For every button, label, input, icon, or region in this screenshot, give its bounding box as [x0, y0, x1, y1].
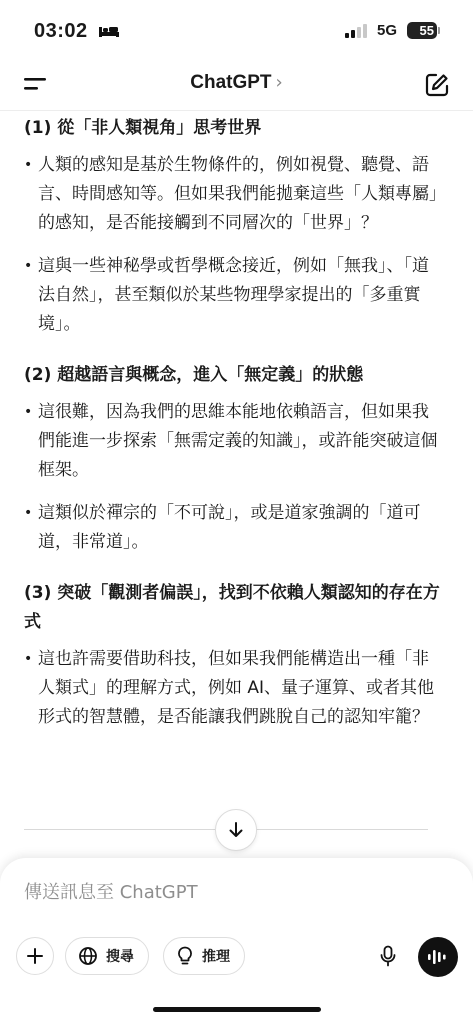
- answer-section: [24, 579, 444, 732]
- add-button[interactable]: [16, 937, 54, 975]
- section-heading: (3) 突破「觀測者偏誤」，找到不依賴人類認知的存在方式: [24, 583, 440, 632]
- globe-icon: [78, 946, 98, 966]
- network-type: 5G: [377, 22, 398, 39]
- section-heading: (1) 從「非人類視角」思考世界: [24, 118, 262, 138]
- list-item: [24, 645, 444, 732]
- status-bar: [0, 0, 473, 60]
- page-title: ChatGPT: [190, 72, 272, 93]
- mic-icon: [379, 945, 397, 967]
- bullet-dot: •: [24, 404, 33, 420]
- list-item-text: 人類的感知是基於生物條件的，例如視覺、聽覺、語言、時間感知等。但如果我們能拋棄這些「人類專屬」的感知，是否能接觸到不同層次的「世界」？: [38, 155, 438, 233]
- list-item: [24, 398, 444, 485]
- search-button[interactable]: [65, 937, 149, 975]
- status-time: 03:02: [34, 20, 88, 42]
- sleep-focus-icon: [98, 24, 120, 38]
- bullet-dot: •: [24, 651, 33, 667]
- home-indicator: [153, 1007, 321, 1012]
- compose-icon[interactable]: [424, 72, 450, 98]
- chevron-right-icon: ›: [275, 72, 283, 93]
- model-selector[interactable]: [0, 72, 473, 94]
- search-button-label: 搜尋: [106, 949, 134, 965]
- section-heading: (2) 超越語言與概念，進入「無定義」的狀態: [24, 365, 364, 385]
- list-item-text: 這與一些神秘學或哲學概念接近，例如「無我」、「道法自然」，甚至類似於某些物理學家提出的「多重實境」。: [38, 256, 429, 334]
- arrow-down-icon: [227, 821, 245, 839]
- plus-icon: [26, 947, 44, 965]
- bullet-dot: •: [24, 258, 33, 274]
- battery-cap: [438, 27, 440, 34]
- bullet-dot: •: [24, 157, 33, 173]
- mic-button[interactable]: [369, 937, 407, 975]
- composer: [0, 858, 473, 1024]
- lightbulb-icon: [176, 946, 194, 966]
- list-item-text: 這很難，因為我們的思維本能地依賴語言，但如果我們能進一步探索「無需定義的知識」，或許能突破這個框架。: [38, 402, 438, 480]
- voice-mode-button[interactable]: [418, 937, 458, 977]
- message-content: [24, 110, 444, 850]
- list-item-text: 這類似於禪宗的「不可說」，或是道家強調的「道可道，非常道」。: [38, 503, 421, 552]
- reason-button[interactable]: [163, 937, 245, 975]
- list-item-text: 這也許需要借助科技，但如果我們能構造出一種「非人類式」的理解方式，例如 AI、量子運算、或者其他形式的智慧體，是否能讓我們跳脫自己的認知牢籠？: [38, 649, 435, 727]
- answer-section: [24, 361, 444, 557]
- list-item: [24, 252, 444, 339]
- reason-button-label: 推理: [202, 949, 230, 965]
- message-input[interactable]: [24, 882, 444, 903]
- list-item: [24, 499, 444, 557]
- bullet-dot: •: [24, 505, 33, 521]
- list-item: [24, 151, 444, 238]
- nav-header: [0, 60, 473, 111]
- voice-waveform-icon: [427, 948, 449, 966]
- answer-section: [24, 114, 444, 339]
- scroll-down-button[interactable]: [215, 809, 257, 851]
- battery-icon: 55: [407, 22, 437, 39]
- cellular-signal-icon: [345, 24, 371, 38]
